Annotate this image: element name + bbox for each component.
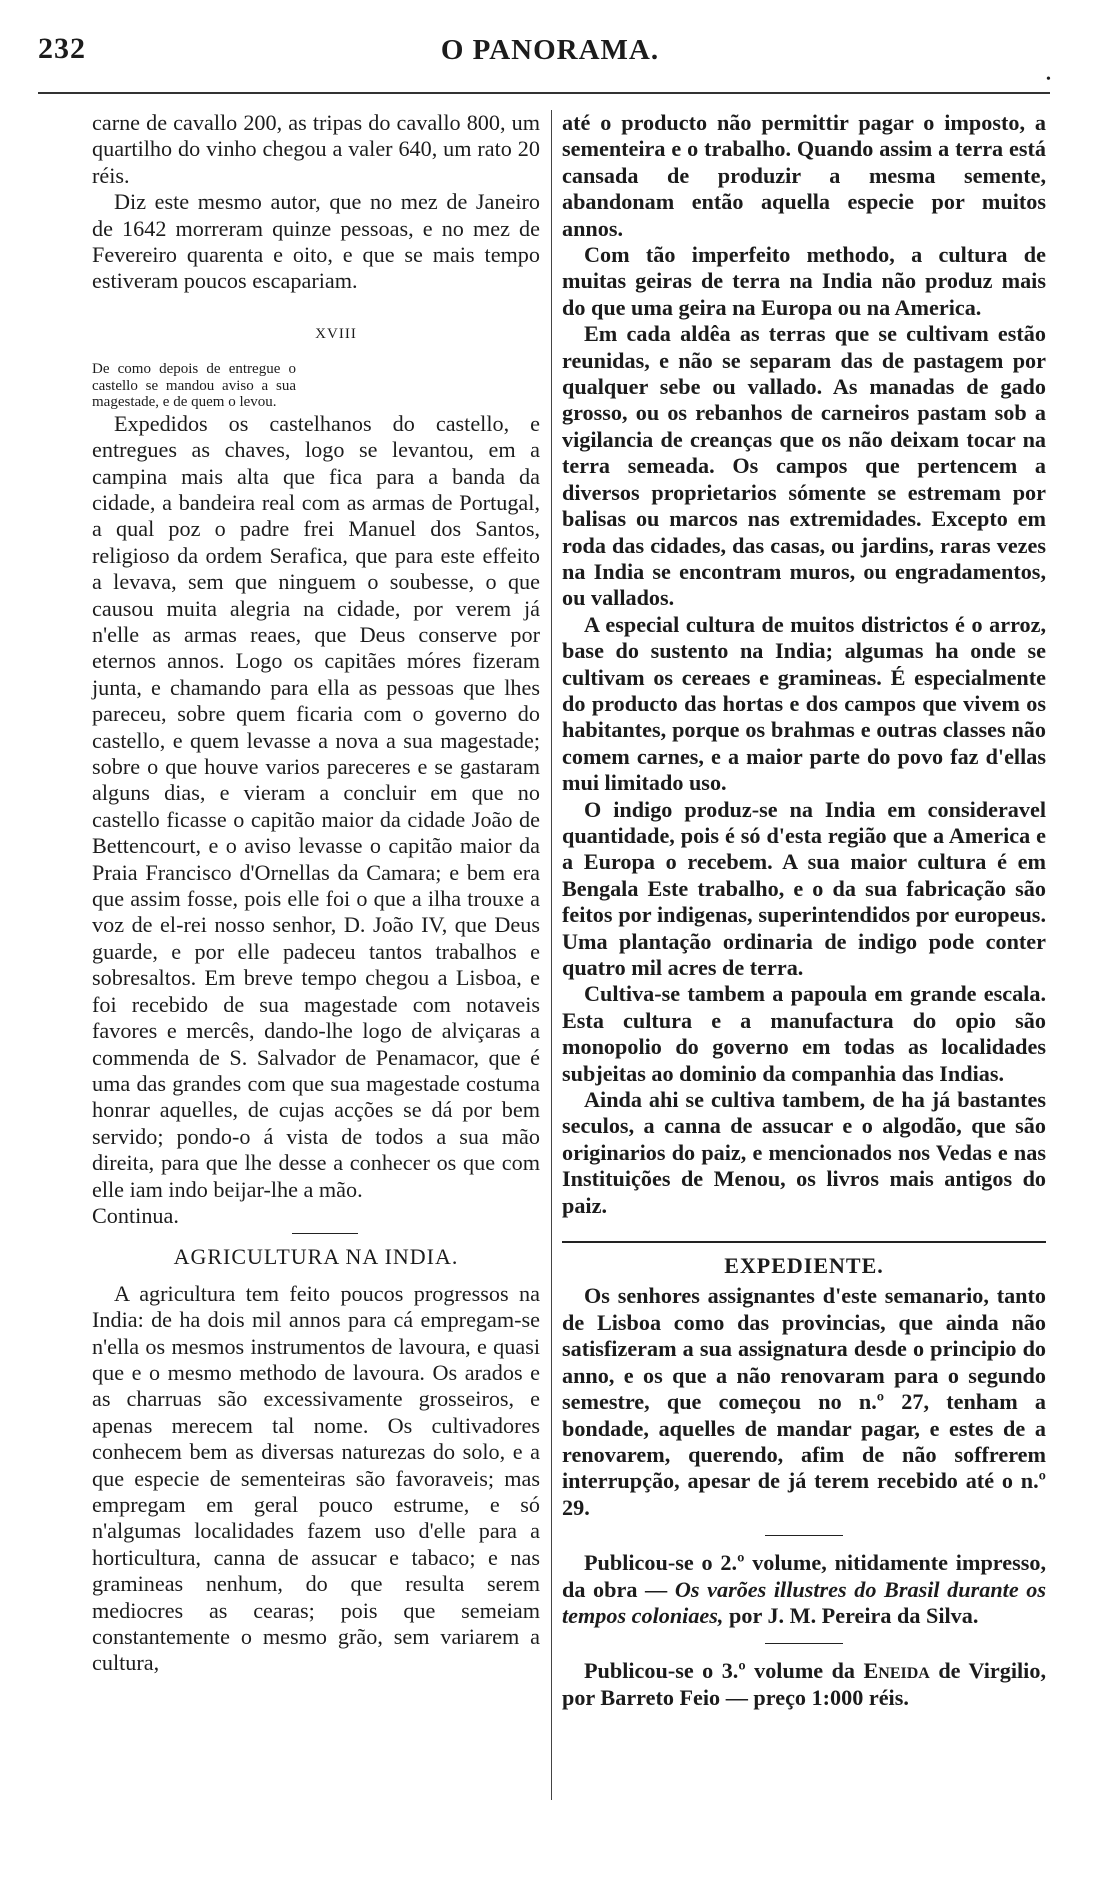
notice-rule [765,1535,843,1536]
periodical-title: O PANORAMA. [440,34,660,66]
chapter-summary: De como depois de entregue o castello se mandou aviso a sua magestade, e de quem o levou. [92,361,296,411]
publication-notice [562,1550,1046,1629]
continuation-note: Continua. [92,1202,179,1228]
notice-rule [765,1643,843,1644]
page-header [0,32,1100,72]
chapter-number: XVIII [315,325,357,342]
header-ornament: • [1046,72,1051,87]
column-divider [551,110,552,1800]
paragraph: A agricultura tem feito poucos progressos na India: de ha dois mil annos para cá empregam-se n'ella os mesmos instrumentos de lavoura, e quasi que e o mesmo methodo de lavoura. Os arados e as charruas são excessivamente grosseiros, e apenas merecem tal nome. Os cultivadores conhecem bem as diversas naturezas do solo, e a que especie de sementeiras são favoraveis; mas empregam em geral pouco estrume, e só n'algumas localidades fazem uso d'elle para a horticultura, canna de assucar e tabaco; e nas gramineas nenhum, do que resulta serem mediocres as cearas; pois que semeiam constantemente o mesmo grão, sem variarem a cultura, [92,1280,540,1676]
paragraph: Diz este mesmo autor, que no mez de Janeiro de 1642 morreram quinze pessoas, e no mez de Fevereiro quarenta e oito, e que se mais tempo estiveram poucos escapariam. [92,189,540,294]
page-number: 232 [38,32,86,65]
paragraph: Cultiva-se tambem a papoula em grande escala. Esta cultura e a manufactura do opio são monopolio do governo em todas as localidades subjeitas ao dominio da companhia das Indias. [562,981,1046,1086]
section-rule [562,1241,1046,1243]
paragraph: Com tão imperfeito methodo, a cultura de muitas geiras de terra na India não produz mais do que uma geira na Europa ou na America. [562,242,1046,320]
left-column [92,110,540,1677]
notice-text: Publicou-se o 3.º volume da [584,1658,856,1684]
paragraph: carne de cavallo 200, as tripas do cavallo 800, um quartilho do vinho chegou a valer 640, um rato 20 réis. [92,110,540,188]
paragraph: até o producto não permittir pagar o imposto, a sementeira e o trabalho. Quando assim a terra está cansada de produzir a mesma semente, abandonam então aquella especie por muitos annos. [562,110,1046,241]
paragraph: Ainda ahi se cultiva tambem, de ha já bastantes seculos, a canna de assucar e o algodão, que são originarios do paiz, e mencionados nos Vedas e nas Instituições de Menou, os livros mais antigos do paiz. [562,1087,1046,1218]
work-title: Eneida [863,1658,930,1684]
notice-text: de Virgilio, por Barreto Feio — preço 1:000 réis. [562,1658,1046,1710]
section-rule [292,1233,358,1234]
paragraph: Em cada aldêa as terras que se cultivam estão reunidas, e não se separam das de pastagem por qualquer sebe ou vallado. As manadas de gado grosso, ou os rebanhos de carneiros pastam sob a vigilancia de creanças que os não deixam tocar na terra semeada. Os campos que pertencem a diversos proprietarios sómente se estremam por balisas ou marcos nas extremidades. Excepto em roda das cidades, das casas, ou jardins, raras vezes na India se encontram muros, ou engradamentos, ou vallados. [562,321,1046,611]
publication-notice [562,1658,1046,1711]
expediente-notice: Os senhores assignantes d'este semanario, tanto de Lisboa como das provincias, que ainda não satisfizeram a sua assignatura desde o principio do anno, e os que a não renovaram para o segundo semestre, que começou no n.º 27, tenham a bondade, aquelles de mandar pagar, e estes de a renovarem, querendo, afim de não soffrerem interrupção, apesar de já terem recebido até o n.º 29. [562,1283,1046,1520]
header-rule [38,92,1050,94]
article-title: AGRICULTURA NA INDIA. [173,1244,459,1270]
expediente-title: EXPEDIENTE. [724,1253,884,1279]
paragraph: A especial cultura de muitos districtos é o arroz, base do sustento na India; algumas ha onde se cultivam os cereaes e gramineas. É especialmente do producto das hortas e dos campos que vivem os habitantes, porque os brahmas e outras classes não comem carnes, e a maior parte do povo faz d'ellas mui limitado uso. [562,611,1046,796]
notice-text: Publicou-se o 2.º volume, nitidamente impresso, da obra — [562,1550,1046,1602]
notice-text: por J. M. Pereira da Silva. [729,1602,979,1628]
paragraph: Expedidos os castelhanos do castello, e entregues as chaves, logo se levantou, em a campina mais alta que fica para a banda da cidade, a bandeira real com as armas de Portugal, a qual poz o padre frei Manuel dos Santos, religioso da ordem Serafica, que para este effeito a levava, sem que ninguem o soubesse, o que causou muita alegria na cidade, por verem já n'elle as armas reaes, que Deus conserve por eternos annos. Logo os capitães móres fizeram junta, e chamando para ella as pessoas que lhes pareceu, sobre quem ficaria com o governo do castello, e quem levasse a nova a sua magestade; sobre o que houve varios pareceres e se gastaram alguns dias, e vieram a concluir em que no castello ficasse o capitão maior da cidade João de Bettencourt, e o aviso levasse o capitão maior da Praia Francisco d'Ornellas da Camara; e bem era que assim fosse, pois elle foi o que a ilha trouxe a voz de el-rei nosso senhor, D. João IV, que Deus guarde, e por elle padeceu tantos trabalhos e sobresaltos. Em breve tempo chegou a Lisboa, e foi recebido de sua magestade com notaveis favores e mercês, dando-lhe logo de alviçaras a commenda de S. Salvador de Penamacor, que é uma das grandes com que sua magestade costuma honrar aquelles, de cujas acções se dá por bem servido; pondo-o á vista de todos a sua mão direita, para que lhe desse a conhecer os que com elle iam indo beijar-lhe a mão. [92,410,540,1202]
right-column [562,110,1046,1711]
paragraph: O indigo produz-se na India em consideravel quantidade, pois é só d'esta região que a America e a Europa o recebem. A sua maior cultura é em Bengala Este trabalho, e o da sua fabricação são feitos por indigenas, superintendidos por europeus. Uma plantação ordinaria de indigo pode conter quatro mil acres de terra. [562,796,1046,980]
work-title: Os varões illustres do Brasil durante os tempos coloniaes, [562,1576,1047,1628]
